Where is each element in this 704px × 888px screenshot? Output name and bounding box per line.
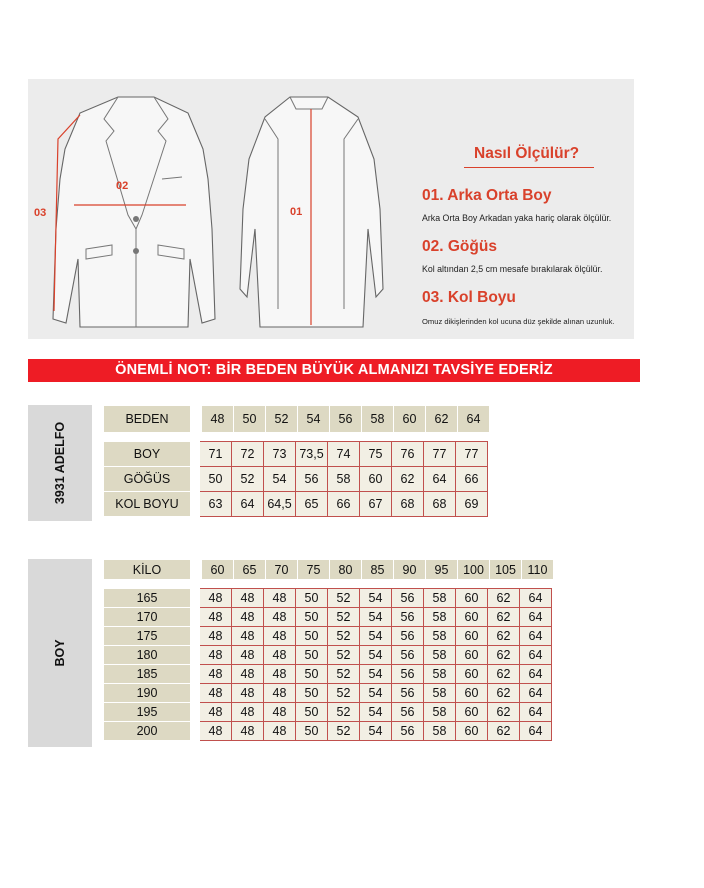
recommended-size-cell: 64 — [520, 646, 552, 665]
recommended-size-cell: 48 — [232, 589, 264, 608]
recommended-size-cell: 56 — [392, 665, 424, 684]
recommended-size-cell: 58 — [424, 589, 456, 608]
recommended-size-cell: 52 — [328, 665, 360, 684]
step-2-desc: Kol altından 2,5 cm mesafe bırakılarak ölçülür. — [422, 264, 603, 274]
recommended-size-cell: 52 — [328, 703, 360, 722]
recommended-size-cell: 48 — [200, 703, 232, 722]
recommended-size-cell: 48 — [200, 665, 232, 684]
recommended-size-cell: 50 — [296, 665, 328, 684]
recommended-size-cell: 48 — [232, 665, 264, 684]
height-row-label: 195 — [104, 703, 191, 722]
height-row-label: 175 — [104, 627, 191, 646]
size-value-cell: 77 — [456, 442, 488, 467]
size-header-cell: 54 — [298, 406, 330, 433]
recommended-size-cell: 48 — [200, 608, 232, 627]
size-value-cell: 64,5 — [264, 492, 296, 517]
size-value-cell: 77 — [424, 442, 456, 467]
recommended-size-cell: 62 — [488, 608, 520, 627]
recommended-size-cell: 56 — [392, 627, 424, 646]
title-underline — [464, 167, 594, 168]
size-value-cell: 58 — [328, 467, 360, 492]
size-value-cell: 76 — [392, 442, 424, 467]
recommended-size-cell: 60 — [456, 684, 488, 703]
recommended-size-cell: 48 — [200, 627, 232, 646]
height-row-label: 180 — [104, 646, 191, 665]
weight-header-cell: 90 — [394, 560, 426, 580]
recommended-size-cell: 54 — [360, 703, 392, 722]
recommended-size-cell: 48 — [264, 646, 296, 665]
height-row-label: 170 — [104, 608, 191, 627]
size-value-cell: 67 — [360, 492, 392, 517]
step-2-title: 02. Göğüs — [422, 238, 497, 255]
size-value-cell: 65 — [296, 492, 328, 517]
recommended-size-cell: 58 — [424, 703, 456, 722]
recommended-size-cell: 62 — [488, 703, 520, 722]
recommended-size-cell: 48 — [264, 608, 296, 627]
size-value-cell: 50 — [200, 467, 232, 492]
recommended-size-cell: 60 — [456, 722, 488, 741]
size-header-cell: 60 — [394, 406, 426, 433]
weight-header-cell: 105 — [490, 560, 522, 580]
chest-marker: 02 — [116, 180, 129, 192]
size-value-cell: 64 — [424, 467, 456, 492]
size-header-cell: 64 — [458, 406, 490, 433]
recommended-size-cell: 58 — [424, 684, 456, 703]
size-header-cell: 52 — [266, 406, 298, 433]
weight-header-table — [103, 559, 554, 580]
size-value-cell: 74 — [328, 442, 360, 467]
weight-header-cell: 70 — [266, 560, 298, 580]
recommended-size-cell: 48 — [232, 627, 264, 646]
weight-header-cell: 85 — [362, 560, 394, 580]
recommended-size-cell: 48 — [264, 684, 296, 703]
height-side-label — [28, 559, 92, 747]
recommended-size-cell: 54 — [360, 589, 392, 608]
weight-header-label: KİLO — [104, 560, 191, 580]
size-header-table — [103, 405, 490, 433]
product-code: 3931 ADELFO — [53, 421, 67, 505]
recommended-size-cell: 48 — [200, 722, 232, 741]
recommended-size-cell: 56 — [392, 589, 424, 608]
measurement-guide-image — [28, 79, 634, 339]
size-row — [104, 467, 488, 492]
size-header-cell: 62 — [426, 406, 458, 433]
height-row-label: 200 — [104, 722, 191, 741]
size-value-cell: 54 — [264, 467, 296, 492]
size-header-label: BEDEN — [104, 406, 191, 433]
back-length-marker: 01 — [290, 206, 303, 218]
height-row — [104, 646, 552, 665]
recommended-size-cell: 54 — [360, 722, 392, 741]
recommended-size-cell: 54 — [360, 665, 392, 684]
recommended-size-cell: 48 — [200, 589, 232, 608]
recommended-size-cell: 58 — [424, 722, 456, 741]
recommended-size-cell: 48 — [264, 665, 296, 684]
recommended-size-cell: 64 — [520, 589, 552, 608]
recommended-size-cell: 64 — [520, 627, 552, 646]
size-row — [104, 442, 488, 467]
height-row — [104, 608, 552, 627]
recommended-size-cell: 50 — [296, 589, 328, 608]
recommended-size-cell: 56 — [392, 703, 424, 722]
size-value-cell: 56 — [296, 467, 328, 492]
front-jacket — [53, 97, 215, 327]
height-row-label: 185 — [104, 665, 191, 684]
height-row-label: 165 — [104, 589, 191, 608]
size-row — [104, 492, 488, 517]
recommended-size-cell: 56 — [392, 646, 424, 665]
height-row — [104, 703, 552, 722]
recommended-size-cell: 56 — [392, 722, 424, 741]
height-row — [104, 722, 552, 741]
height-row-label: 190 — [104, 684, 191, 703]
size-header-row — [104, 406, 490, 433]
height-row — [104, 684, 552, 703]
recommended-size-cell: 62 — [488, 646, 520, 665]
height-axis-label: BOY — [53, 639, 67, 667]
size-value-cell: 73,5 — [296, 442, 328, 467]
important-note: ÖNEMLİ NOT: BİR BEDEN BÜYÜK ALMANIZI TAVSİYE EDERİZ — [28, 359, 640, 382]
recommended-size-cell: 62 — [488, 665, 520, 684]
weight-header-cell: 65 — [234, 560, 266, 580]
size-value-cell: 63 — [200, 492, 232, 517]
step-3-desc: Omuz dikişlerinden kol ucuna düz şekilde alınan uzunluk. — [422, 317, 615, 326]
size-header-cell: 50 — [234, 406, 266, 433]
recommended-size-cell: 50 — [296, 703, 328, 722]
recommended-size-cell: 60 — [456, 627, 488, 646]
recommended-size-cell: 62 — [488, 627, 520, 646]
size-row-label: KOL BOYU — [104, 492, 191, 517]
weight-header-row — [104, 560, 554, 580]
recommended-size-cell: 64 — [520, 608, 552, 627]
size-value-cell: 68 — [424, 492, 456, 517]
recommended-size-cell: 62 — [488, 722, 520, 741]
size-value-cell: 69 — [456, 492, 488, 517]
height-row — [104, 627, 552, 646]
height-row — [104, 589, 552, 608]
recommended-size-cell: 60 — [456, 646, 488, 665]
sleeve-marker: 03 — [34, 207, 47, 219]
recommended-size-cell: 48 — [200, 646, 232, 665]
weight-header-cell: 80 — [330, 560, 362, 580]
size-header-cell: 48 — [202, 406, 234, 433]
step-3-title: 03. Kol Boyu — [422, 289, 516, 306]
product-side-label — [28, 405, 92, 521]
recommended-size-cell: 52 — [328, 646, 360, 665]
recommended-size-cell: 54 — [360, 608, 392, 627]
recommended-size-cell: 52 — [328, 722, 360, 741]
recommended-size-cell: 60 — [456, 665, 488, 684]
size-header-cell: 56 — [330, 406, 362, 433]
height-row — [104, 665, 552, 684]
recommended-size-cell: 56 — [392, 684, 424, 703]
recommended-size-cell: 64 — [520, 703, 552, 722]
recommended-size-cell: 50 — [296, 722, 328, 741]
recommended-size-cell: 48 — [232, 608, 264, 627]
recommended-size-cell: 48 — [232, 646, 264, 665]
recommended-size-cell: 50 — [296, 646, 328, 665]
size-value-cell: 52 — [232, 467, 264, 492]
size-value-cell: 68 — [392, 492, 424, 517]
size-value-cell: 72 — [232, 442, 264, 467]
weight-header-cell: 110 — [522, 560, 554, 580]
recommended-size-cell: 58 — [424, 665, 456, 684]
recommended-size-cell: 64 — [520, 665, 552, 684]
jacket-illustration — [28, 79, 634, 339]
recommended-size-cell: 48 — [264, 589, 296, 608]
size-recommendation-table — [103, 588, 552, 741]
recommended-size-cell: 60 — [456, 589, 488, 608]
recommended-size-cell: 48 — [264, 722, 296, 741]
weight-header-cell: 75 — [298, 560, 330, 580]
size-value-cell: 71 — [200, 442, 232, 467]
recommended-size-cell: 60 — [456, 608, 488, 627]
recommended-size-cell: 50 — [296, 608, 328, 627]
recommended-size-cell: 48 — [232, 684, 264, 703]
recommended-size-cell: 54 — [360, 684, 392, 703]
size-value-cell: 75 — [360, 442, 392, 467]
recommended-size-cell: 62 — [488, 589, 520, 608]
size-value-cell: 64 — [232, 492, 264, 517]
size-value-cell: 60 — [360, 467, 392, 492]
recommended-size-cell: 64 — [520, 684, 552, 703]
step-1-title: 01. Arka Orta Boy — [422, 187, 552, 204]
size-value-cell: 66 — [328, 492, 360, 517]
size-value-cell: 73 — [264, 442, 296, 467]
weight-header-cell: 100 — [458, 560, 490, 580]
size-value-cell: 62 — [392, 467, 424, 492]
size-row-label: BOY — [104, 442, 191, 467]
recommended-size-cell: 58 — [424, 608, 456, 627]
how-to-measure-title: Nasıl Ölçülür? — [474, 145, 580, 162]
recommended-size-cell: 48 — [232, 703, 264, 722]
recommended-size-cell: 48 — [200, 684, 232, 703]
recommended-size-cell: 64 — [520, 722, 552, 741]
recommended-size-cell: 52 — [328, 608, 360, 627]
recommended-size-cell: 52 — [328, 627, 360, 646]
recommended-size-cell: 58 — [424, 627, 456, 646]
weight-header-cell: 95 — [426, 560, 458, 580]
recommended-size-cell: 52 — [328, 589, 360, 608]
weight-header-cell: 60 — [202, 560, 234, 580]
size-header-cell: 58 — [362, 406, 394, 433]
recommended-size-cell: 48 — [264, 703, 296, 722]
recommended-size-cell: 48 — [264, 627, 296, 646]
recommended-size-cell: 54 — [360, 646, 392, 665]
recommended-size-cell: 54 — [360, 627, 392, 646]
size-value-cell: 66 — [456, 467, 488, 492]
recommended-size-cell: 50 — [296, 684, 328, 703]
size-row-label: GÖĞÜS — [104, 467, 191, 492]
recommended-size-cell: 60 — [456, 703, 488, 722]
recommended-size-cell: 52 — [328, 684, 360, 703]
recommended-size-cell: 50 — [296, 627, 328, 646]
recommended-size-cell: 62 — [488, 684, 520, 703]
recommended-size-cell: 56 — [392, 608, 424, 627]
step-1-desc: Arka Orta Boy Arkadan yaka hariç olarak ölçülür. — [422, 213, 612, 223]
recommended-size-cell: 48 — [232, 722, 264, 741]
recommended-size-cell: 58 — [424, 646, 456, 665]
size-measurements-table — [103, 441, 488, 517]
